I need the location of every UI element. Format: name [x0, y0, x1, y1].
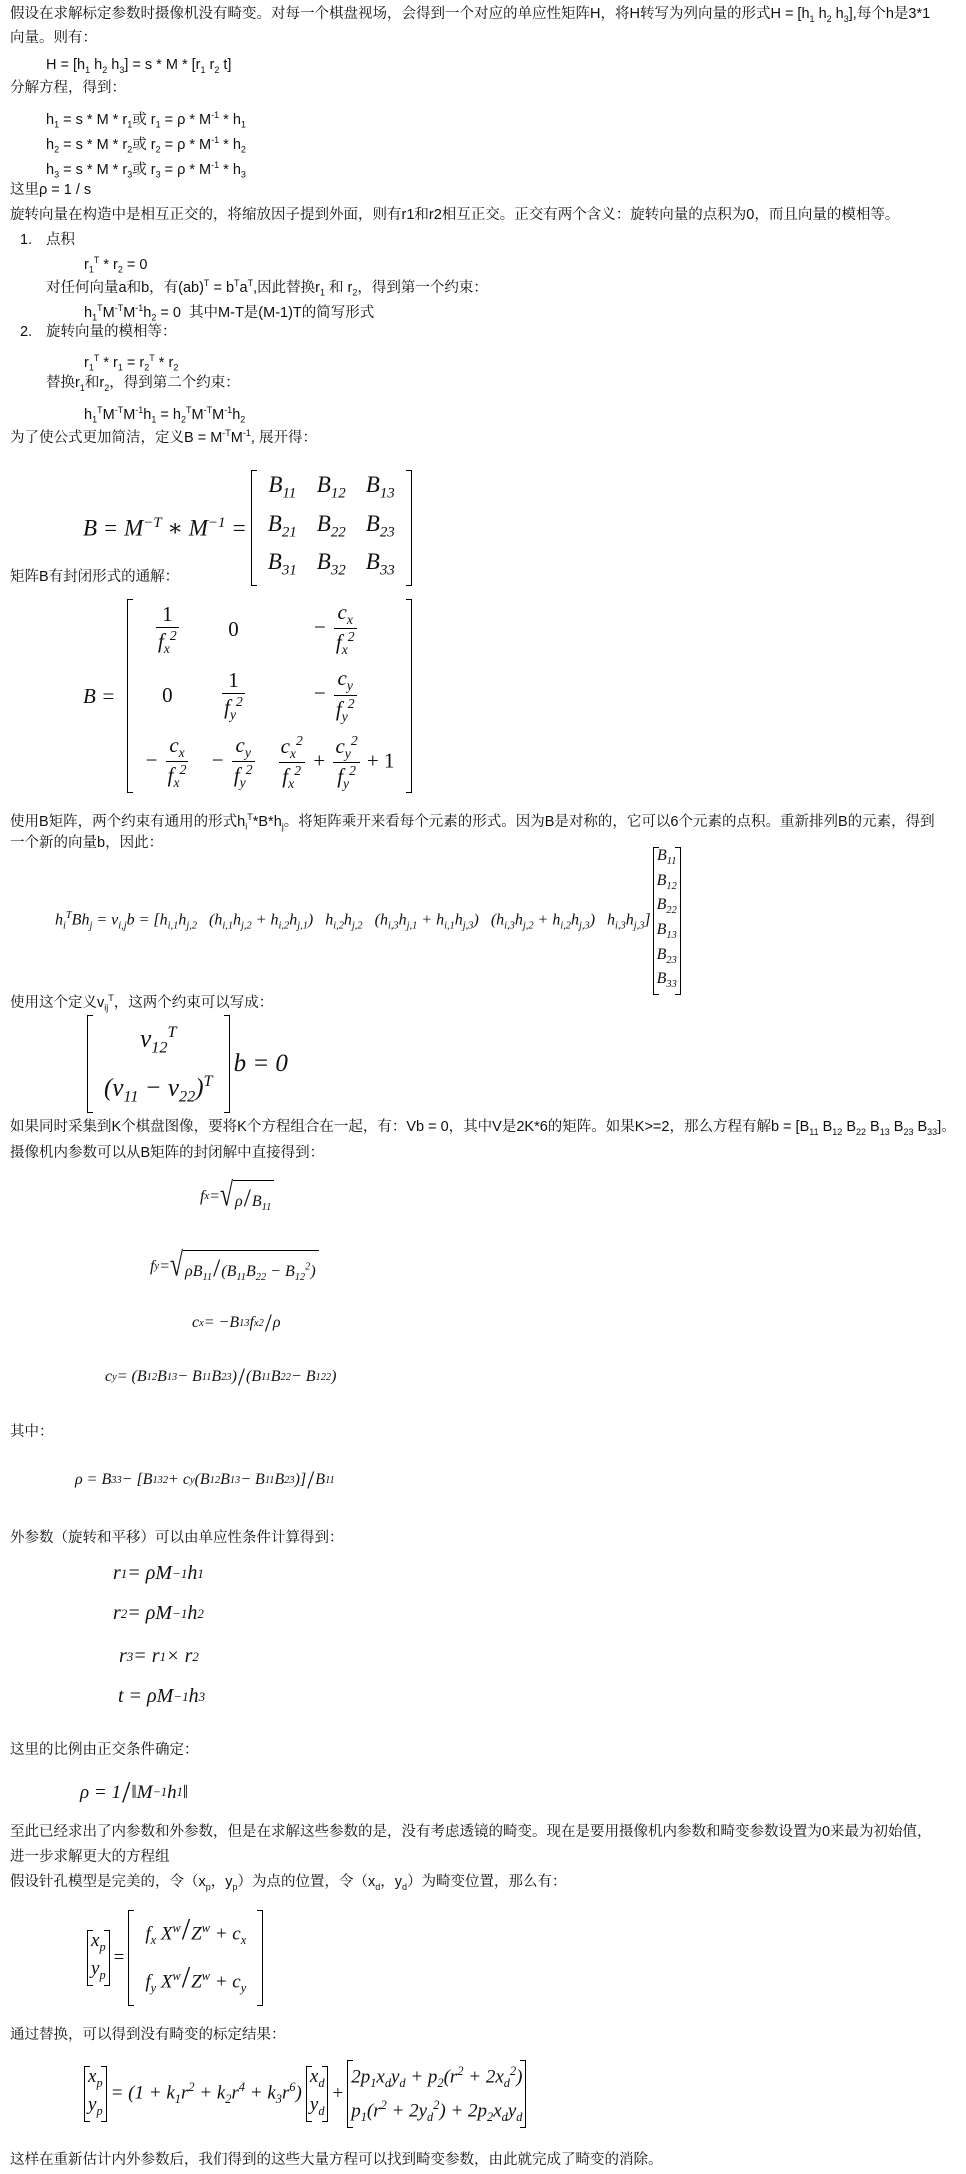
distortion-equation [80, 2063, 530, 2125]
tangential-matrix [347, 2060, 526, 2128]
xp-vector-2 [84, 2066, 107, 2122]
matrix-cell: $B_{33}$ [365, 549, 395, 579]
h3-equation: $h_3 = s * M * r_3$或 $r_3 = \rho * M^{-1} * h_3$ [46, 160, 246, 180]
plus-sign: + [332, 2083, 344, 2104]
matrix-cell: $B_{13}$ [365, 472, 395, 502]
vector-entry: $x_p$ [91, 1930, 106, 1954]
rho-definition: 这里ρ = 1 / s [10, 182, 92, 198]
second-constraint-equation: $h_1^TM^{-T}M^{-1}h_1 = h_2^TM^{-T}M^{-1}h_2$ [84, 405, 246, 425]
conclusion-text: 这样在重新估计内外参数后，我们得到的这些大量方程可以找到畸变参数，由此就完成了畸变的消除。 [10, 2152, 663, 2168]
orthogonality-text: 旋转向量在构造中是相互正交的，将缩放因子提到外面，则有r1和r2相互正交。正交有两个含义：旋转向量的点积为0，而且向量的模相等。 [10, 207, 900, 223]
vector-entry: $x_d$ [309, 2066, 325, 2090]
matrix-cell: 0 [228, 616, 239, 641]
matrix-row: $f_x$ $X^w/Z^w + c_x$ [145, 1912, 247, 1947]
first-constraint-equation: $h_1^TM^{-T}M^{-1}h_2 = 0$ 其中M-T是(M-1)T的简写形式 [84, 303, 375, 323]
vector-entry: $y_d$ [309, 2094, 325, 2118]
so-far-line-1: 至此已经求出了内参数和外参数，但是在求解这些参数的是，没有考虑透镜的畸变。现在是要用摄像机内参数和畸变参数设置为0来最为初始值， [10, 1824, 932, 1840]
constraint-matrix-equation [83, 1022, 288, 1106]
v-ij-row: $h_i^TBh_j = v_{i,j}b = [h_{i,1}h_{j,2}$ $(h_{i,1}h_{j,2} + h_{i,2}h_{j,1})$ $h_{i,2}h_{j,2}$ $(h_{i,3}h_{j,1} + h_{i,1}h_{j,3}) (h_{i,3}h_{j,2} + h_{i,2}h_{j,3})$ $h_{i,3}h_{j,3}$] [55, 910, 651, 932]
projection-equation [83, 1912, 267, 1996]
define-b-text: 为了使公式更加简洁，定义$B = M^{-T}M^{-1}$, 展开得： [10, 428, 317, 446]
where-text: 其中： [10, 1424, 54, 1440]
matrix-row: $p_1(r^2 + 2y_d^2) + 2p_2x_dy_d$ [351, 2098, 523, 2125]
xd-vector [306, 2066, 329, 2122]
fy-equation: f y = √ $\rho B_{11}/(B_{11}B_{22} - B_{12}^2)$ [150, 1250, 319, 1283]
matrix-cell: − $\frac{c_y}{f_y^2}$ [312, 666, 355, 724]
cx-equation: c x = −B 13 f x 2 / ρ [192, 1308, 281, 1337]
decompose-heading: 分解方程，得到： [10, 80, 126, 96]
r3-equation: r 3 = r 1 × r 2 [119, 1645, 199, 1667]
b-vector [653, 847, 681, 995]
closed-form-text: 矩阵B有封闭形式的通解： [10, 569, 180, 585]
matrix-cell: $B_{31}$ [267, 549, 297, 579]
vector-entry: $x_p$ [88, 2066, 103, 2090]
matrix-cell: $B_{23}$ [365, 510, 395, 541]
matrix-cell: − $\frac{c_y}{f_y^2}$ [210, 733, 253, 791]
matrix-row: $2p_1x_dy_d + p_2(r^2 + 2x_d^2)$ [351, 2063, 523, 2090]
so-far-line-2: 进一步求解更大的方程组 [10, 1849, 170, 1865]
b-closed-lhs: B = [83, 683, 116, 708]
b-closed-matrix [127, 599, 411, 793]
matrix-cell: 0 [162, 683, 173, 707]
equals-sign: = [113, 1947, 125, 1968]
matrix-cell: $\frac{1}{f_x^2}$ [157, 601, 177, 656]
matrix-cell: $B_{12}$ [316, 472, 346, 502]
vector-entry: $y_p$ [91, 1958, 106, 1982]
matrix-cell: − $\frac{c_x}{f_x^2}$ [144, 733, 187, 791]
list-number-1: 1. [20, 232, 33, 248]
vector-entry: $B_{22}$ [656, 896, 677, 917]
matrix-cell: $B_{32}$ [316, 549, 346, 579]
b-definition-lhs: $B = M^{-T}$ ∗ $M^{-1}$ = [83, 514, 247, 541]
r2-equation: r 2 = ρM −1 h 2 [113, 1602, 204, 1624]
k-images-line-1: 如果同时采集到K个棋盘图像，要将K个方程组合在一起，有：Vb = 0，其中V是2K*6的矩阵。如果K>=2，那么方程有解$b = [B_{11}$ $B_{12}$ $B_{22}$ $B_{13}$ $B_{23}$ $B_{33}$]。 [10, 1119, 956, 1137]
matrix-cell: $B_{11}$ [268, 472, 297, 502]
matrix-row: $(v_{11} - v_{22})^T$ [104, 1072, 213, 1106]
v-rhs: b = 0 [233, 1050, 288, 1077]
matrix-cell: $B_{21}$ [267, 510, 297, 541]
matrix-row: $f_y$ $X^w/Z^w + c_y$ [145, 1960, 247, 1996]
intro-line-1: 假设在求解标定参数时摄像机没有畸变。对每一个棋盘视场，会得到一个对应的单应性矩阵H，将H转写为列向量的形式$H = [h_1$ $h_2$ $h_3$],每个h是3*1 [10, 6, 931, 24]
fx-equation: f x = √ $\rho/B_{11}$ [200, 1180, 274, 1213]
b-closed-form-equation [83, 599, 416, 792]
vector-entry: $B_{33}$ [656, 970, 677, 991]
matrix-cell: $\frac{c_x^2}{f_x^2}$ + $\frac{c_y^2}{f_y^2}$ + 1 [280, 732, 395, 792]
homography-equation: $H = [h_1$ $h_2$ $h_3] = s * M * [r_1$ $r_2$ t] [46, 57, 232, 75]
matrix-cell: $B_{22}$ [316, 510, 346, 541]
pinhole-text: 假设针孔模型是完美的，令（$x_p$，$y_p$）为点的位置，令（$x_d$，$y_d$）为畸变位置，那么有： [10, 1874, 567, 1892]
scale-text: 这里的比例由正交条件确定： [10, 1742, 199, 1758]
projection-matrix [128, 1910, 263, 2006]
v-matrix [87, 1015, 230, 1114]
use-v-definition-text: 使用这个定义$v_{ij}^T$，这两个约束可以写成： [10, 993, 274, 1013]
list-item-dot-product: 点积 [46, 232, 75, 248]
list-item-norm-equal: 旋转向量的模相等： [46, 324, 177, 340]
first-constraint-text: 对任何向量a和b，有$(ab)^T = b^Ta^T$,因此替换$r_1$ 和 $r_2$，得到第一个约束： [46, 278, 488, 298]
intro-line-2: 向量。则有： [10, 30, 97, 46]
v-ij-equation [55, 846, 685, 991]
second-constraint-text: 替换$r_1$和$r_2$，得到第二个约束： [46, 375, 240, 393]
xp-vector [87, 1930, 110, 1986]
vector-entry: $B_{11}$ [657, 846, 677, 868]
list-number-2: 2. [20, 324, 33, 340]
extrinsics-text: 外参数（旋转和平移）可以由单应性条件计算得到： [10, 1530, 344, 1546]
dot-product-equation: $r_1^T * r_2 = 0$ [84, 255, 148, 275]
substitution-text: 通过替换，可以得到没有畸变的标定结果： [10, 2027, 286, 2043]
b-matrix [251, 470, 412, 586]
vector-entry: $B_{13}$ [656, 921, 677, 942]
rho-norm-equation: ρ = 1 / ‖M −1 h 1 ‖ [80, 1775, 189, 1809]
h1-equation: $h_1 = s * M * r_1$或 $r_1 = \rho * M^{-1} * h_1$ [46, 110, 246, 130]
general-form-line-2: 一个新的向量b，因此： [10, 835, 164, 851]
h2-equation: $h_2 = s * M * r_2$或 $r_2 = \rho * M^{-1} * h_2$ [46, 135, 246, 155]
vector-entry: $B_{12}$ [656, 871, 677, 892]
t-equation: t = ρM −1 h 3 [118, 1685, 206, 1707]
cy-equation: c y = (B 12 B 13 − B 11 B 23 ) / (B 11 B 22 − B 12 2 ) [105, 1362, 337, 1391]
r1-equation: r 1 = ρM −1 h 1 [113, 1562, 204, 1584]
matrix-cell: $\frac{1}{f_y^2}$ [224, 667, 243, 723]
radial-term: = $(1 + k_1r^2 + k_2r^4 + k_3r^6)$ [110, 2080, 302, 2107]
k-images-line-2: 摄像机内参数可以从B矩阵的封闭解中直接得到： [10, 1145, 325, 1161]
matrix-cell: − $\frac{c_x}{f_x^2}$ [312, 599, 355, 658]
matrix-row: $v_{12}^T$ [140, 1022, 177, 1056]
general-form-line-1: 使用B矩阵，两个约束有通用的形式$h_i^T*B*h_j$。将矩阵乘开来看每个元素的形式。因为B是对称的，它可以6个元素的点积。重新排列B的元素，得到 [10, 812, 935, 832]
vector-entry: $y_p$ [88, 2094, 103, 2118]
vector-entry: $B_{23}$ [656, 945, 677, 966]
rho-equation: ρ = B 33 − [B 13 2 + c y (B 12 B 13 − B 11 B 23 )] / B 11 [75, 1465, 335, 1494]
norm-equation: $r_1^T * r_1 = r_2^T * r_2$ [84, 353, 179, 373]
